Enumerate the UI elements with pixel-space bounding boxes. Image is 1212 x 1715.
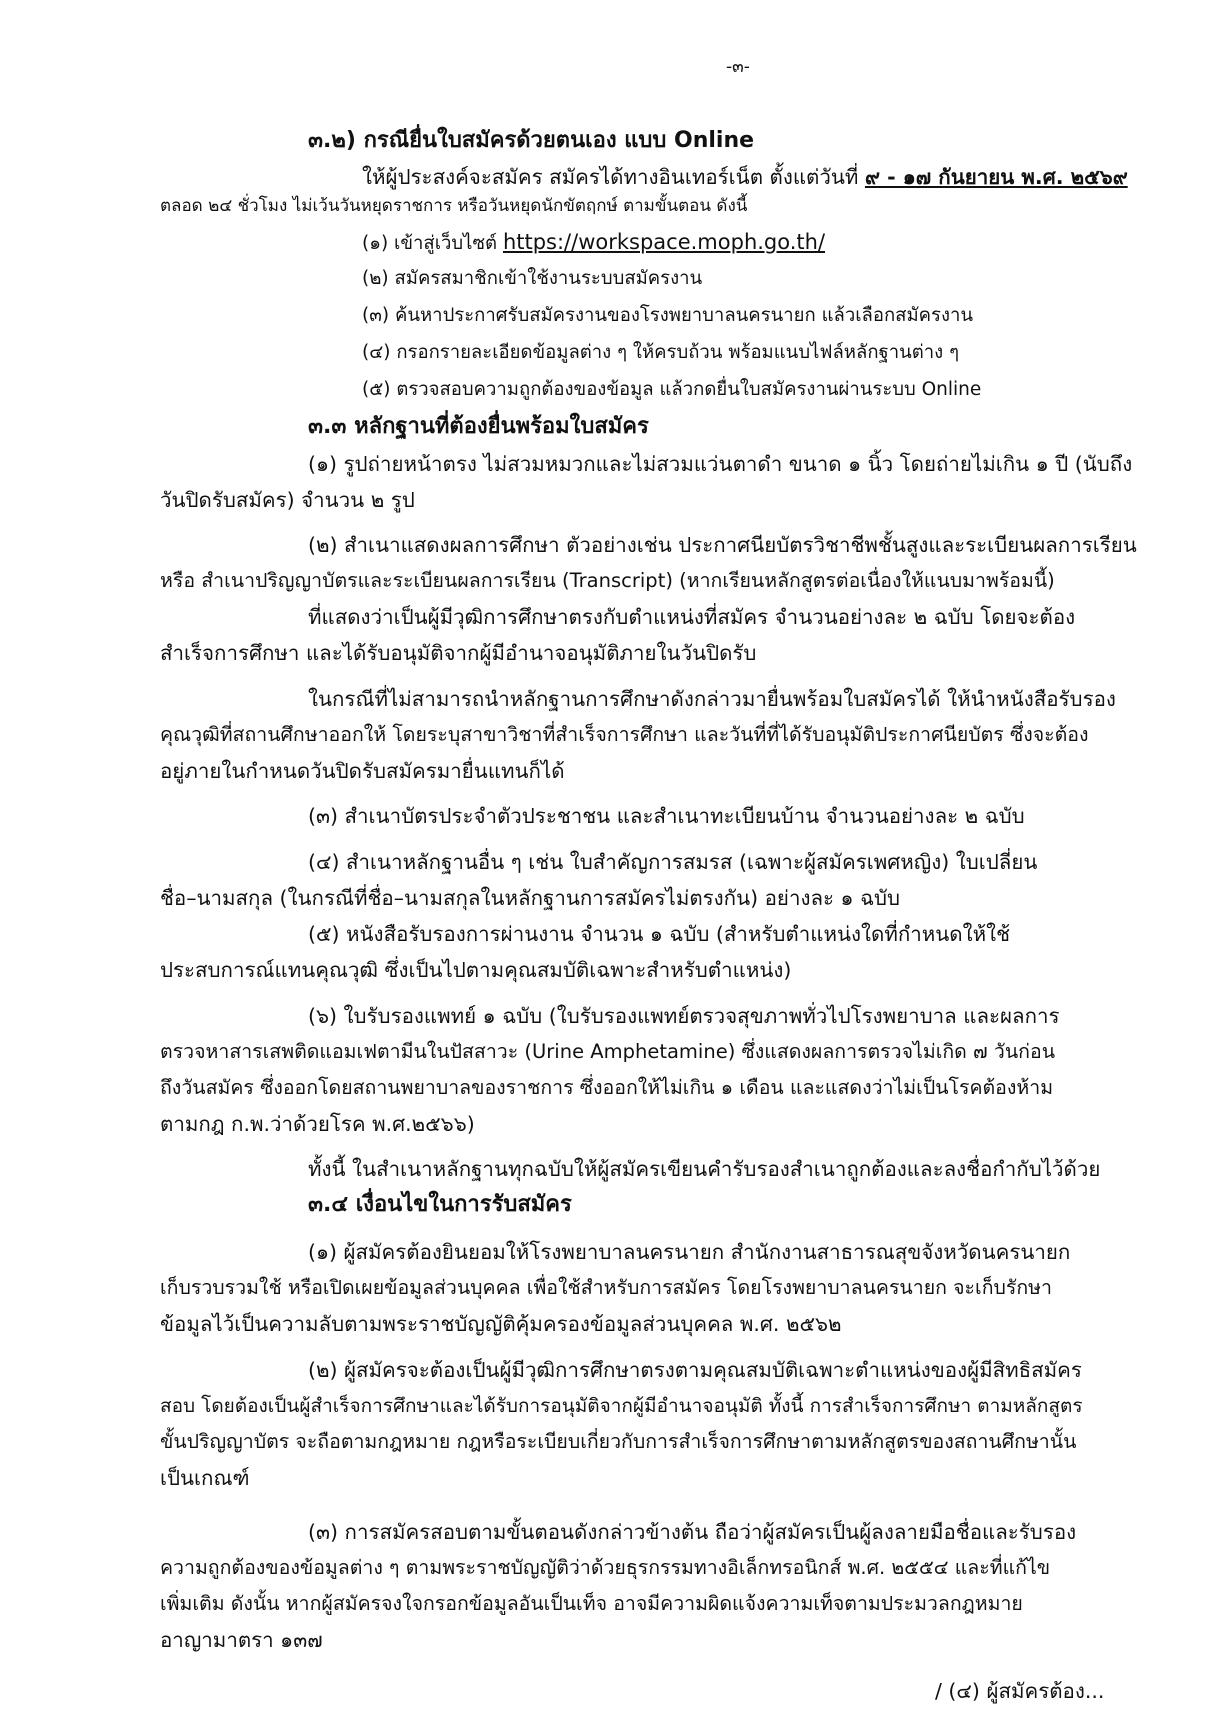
step-3: (๓) ค้นหาประกาศรับสมัครงานของโรงพยาบาลนครนายก แล้วเลือกสมัครงาน	[362, 305, 974, 326]
doc-item-2-line-6: คุณวุฒิที่สถานศึกษาออกให้ โดยระบุสาขาวิชาที่สำเร็จการศึกษา และวันที่ที่ได้รับอนุมัติประกาศนียบัตร ซึ่งจะต้อง	[160, 723, 1089, 746]
section-3-3-heading: ๓.๓ หลักฐานที่ต้องยื่นพร้อมใบสมัคร	[308, 414, 649, 439]
condition-1-line-1: (๑) ผู้สมัครต้องยินยอมให้โรงพยาบาลนครนายก สำนักงานสาธารณสุขจังหวัดนครนายก	[308, 1240, 1071, 1264]
condition-2-line-1: (๒) ผู้สมัครจะต้องเป็นผู้มีวุฒิการศึกษาตรงตามคุณสมบัติเฉพาะตำแหน่งของผู้มีสิทธิสมัคร	[308, 1358, 1082, 1382]
doc-item-5-line-2: ประสบการณ์แทนคุณวุฒิ ซึ่งเป็นไปตามคุณสมบัติเฉพาะสำหรับตำแหน่ง)	[160, 958, 792, 982]
condition-3-line-4: อาญามาตรา ๑๓๗	[160, 1628, 323, 1652]
step-1-label: (๑) เข้าสู่เว็บไซต์	[362, 233, 498, 254]
workspace-link[interactable]: https://workspace.moph.go.th/	[502, 230, 826, 254]
doc-item-2-line-2: หรือ สำเนาปริญญาบัตรและระเบียนผลการเรียน (Transcript) (หากเรียนหลักสูตรต่อเนื่องให้แนบมาพร้อมนี้)	[160, 569, 1055, 592]
doc-item-2-line-4: สำเร็จการศึกษา และได้รับอนุมัติจากผู้มีอำนาจอนุมัติภายในวันปิดรับ	[160, 641, 757, 665]
doc-item-1-line-2: วันปิดรับสมัคร) จำนวน ๒ รูป	[160, 488, 415, 512]
section-3-4-heading: ๓.๔ เงื่อนไขในการรับสมัคร	[308, 1192, 572, 1217]
doc-item-5-line-1: (๕) หนังสือรับรองการผ่านงาน จำนวน ๑ ฉบับ (สำหรับตำแหน่งใดที่กำหนดให้ใช้	[308, 922, 1011, 946]
doc-item-6-line-4: ตามกฎ ก.พ.ว่าด้วยโรค พ.ศ.๒๕๖๖)	[160, 1112, 475, 1136]
doc-item-4-line-2: ชื่อ–นามสกุล (ในกรณีที่ชื่อ–นามสกุลในหลักฐานการสมัครไม่ตรงกัน) อย่างละ ๑ ฉบับ	[160, 886, 901, 910]
doc-item-6-line-3: ถึงวันสมัคร ซึ่งออกโดยสถานพยาบาลของราชการ ซึ่งออกให้ไม่เกิน ๑ เดือน และแสดงว่าไม่เป็นโรคต้องห้าม	[160, 1076, 1054, 1099]
doc-item-2-line-1: (๒) สำเนาแสดงผลการศึกษา ตัวอย่างเช่น ประกาศนียบัตรวิชาชีพชั้นสูงและระเบียนผลการเรียน	[308, 533, 1137, 557]
doc-item-1-line-1: (๑) รูปถ่ายหน้าตรง ไม่สวมหมวกและไม่สวมแว่นตาดำ ขนาด ๑ นิ้ว โดยถ่ายไม่เกิน ๑ ปี (นับถึง	[308, 452, 1133, 476]
next-page-continuation: / (๔) ผู้สมัครต้อง...	[935, 1679, 1105, 1703]
doc-item-2-line-7: อยู่ภายในกำหนดวันปิดรับสมัครมายื่นแทนก็ได้	[160, 759, 565, 783]
condition-2-line-3: ขั้นปริญญาบัตร จะถือตามกฎหมาย กฎหรือระเบียบเกี่ยวกับการสำเร็จการศึกษาตามหลักสูตรของสถานศึกษานั้น	[160, 1430, 1077, 1453]
condition-3-line-3: เพิ่มเติม ดังนั้น หากผู้สมัครจงใจกรอกข้อมูลอันเป็นเท็จ อาจมีความผิดแจ้งความเท็จตามประมวลกฎหมาย	[160, 1592, 1023, 1615]
step-1	[362, 227, 825, 259]
doc-item-6-line-2: ตรวจหาสารเสพติดแอมเฟตามีนในปัสสาวะ (Urine Amphetamine) ซึ่งแสดงผลการตรวจไม่เกิด ๗ วันก่อน	[160, 1040, 1056, 1063]
doc-item-2-line-3: ที่แสดงว่าเป็นผู้มีวุฒิการศึกษาตรงกับตำแหน่งที่สมัคร จำนวนอย่างละ ๒ ฉบับ โดยจะต้อง	[308, 605, 1076, 629]
section-3-2-intro-cont: ตลอด ๒๔ ชั่วโมง ไม่เว้นวันหยุดราชการ หรือวันหยุดนักขัตฤกษ์ ตามขั้นตอน ดังนี้	[160, 196, 748, 216]
page-number: -๓-	[726, 57, 750, 77]
intro-text: ให้ผู้ประสงค์จะสมัคร สมัครได้ทางอินเทอร์เน็ต ตั้งแต่วันที่	[362, 165, 859, 189]
condition-2-line-4: เป็นเกณฑ์	[160, 1466, 250, 1490]
application-date-range: ๙ - ๑๗ กันยายน พ.ศ. ๒๕๖๙	[864, 165, 1128, 189]
doc-item-3-line-1: (๓) สำเนาบัตรประจำตัวประชาชน และสำเนาทะเบียนบ้าน จำนวนอย่างละ ๒ ฉบับ	[308, 804, 1025, 828]
doc-item-6-line-1: (๖) ใบรับรองแพทย์ ๑ ฉบับ (ใบรับรองแพทย์ตรวจสุขภาพทั่วไปโรงพยาบาล และผลการ	[308, 1004, 1060, 1028]
doc-item-4-line-1: (๔) สำเนาหลักฐานอื่น ๆ เช่น ใบสำคัญการสมรส (เฉพาะผู้สมัครเพศหญิง) ใบเปลี่ยน	[308, 850, 1038, 874]
condition-3-line-1: (๓) การสมัครสอบตามขั้นตอนดังกล่าวข้างต้น ถือว่าผู้สมัครเป็นผู้ลงลายมือชื่อและรับรอง	[308, 1520, 1077, 1544]
condition-1-line-2: เก็บรวบรวมใช้ หรือเปิดเผยข้อมูลส่วนบุคคล เพื่อใช้สำหรับการสมัคร โดยโรงพยาบาลนครนายก จะเก็บรักษา	[160, 1276, 1052, 1299]
condition-3-line-2: ความถูกต้องของข้อมูลต่าง ๆ ตามพระราชบัญญัติว่าด้วยธุรกรรมทางอิเล็กทรอนิกส์ พ.ศ. ๒๕๕๔ และที่แก้ไข	[160, 1556, 1051, 1579]
step-4: (๔) กรอกรายละเอียดข้อมูลต่าง ๆ ให้ครบถ้วน พร้อมแนบไฟล์หลักฐานต่าง ๆ	[362, 342, 960, 363]
doc-item-2-line-5: ในกรณีที่ไม่สามารถนำหลักฐานการศึกษาดังกล่าวมายื่นพร้อมใบสมัครได้ ให้นำหนังสือรับรอง	[308, 687, 1116, 711]
step-2: (๒) สมัครสมาชิกเข้าใช้งานระบบสมัครงาน	[362, 268, 703, 289]
condition-2-line-2: สอบ โดยต้องเป็นผู้สำเร็จการศึกษาและได้รับการอนุมัติจากผู้มีอำนาจอนุมัติ ทั้งนี้ การสำเร็จการศึกษา ตามหลักสูตร	[160, 1395, 1083, 1417]
section-3-2-intro	[362, 162, 1128, 192]
section-3-2-heading: ๓.๒) กรณียื่นใบสมัครด้วยตนเอง แบบ Online	[308, 128, 755, 153]
certification-note: ทั้งนี้ ในสำเนาหลักฐานทุกฉบับให้ผู้สมัครเขียนคำรับรองสำเนาถูกต้องและลงชื่อกำกับไว้ด้วย	[308, 1157, 1101, 1181]
condition-1-line-3: ข้อมูลไว้เป็นความลับตามพระราชบัญญัติคุ้มครองข้อมูลส่วนบุคคล พ.ศ. ๒๕๖๒	[160, 1312, 842, 1336]
step-5: (๕) ตรวจสอบความถูกต้องของข้อมูล แล้วกดยื่นใบสมัครงานผ่านระบบ Online	[362, 379, 982, 400]
